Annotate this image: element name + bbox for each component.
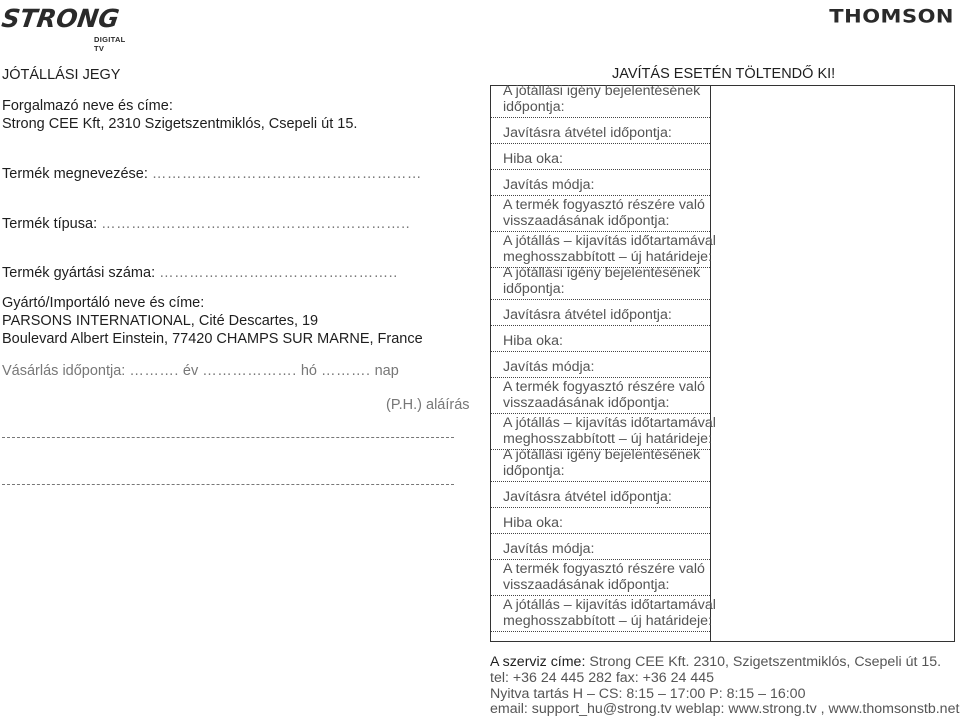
strong-logo-subtitle: DIGITAL TV <box>94 35 126 53</box>
distributor-label: Forgalmazó neve és címe: <box>2 98 173 114</box>
manufacturer-line-1: PARSONS INTERNATIONAL, Cité Descartes, 19 <box>2 313 319 329</box>
strong-logo <box>0 4 134 53</box>
product-name-field <box>2 165 422 183</box>
warranty-title: JÓTÁLLÁSI JEGY <box>2 67 121 83</box>
serial-number-label: Termék gyártási száma: <box>2 265 156 281</box>
repair-log-row <box>491 508 710 534</box>
purchase-day-label: nap <box>374 363 399 379</box>
repair-log-row-label: Hiba oka: <box>503 150 563 167</box>
repair-log-row-label: A jótállás – kijavítás időtartamával meghosszabbított – új határideje: <box>503 415 716 447</box>
repair-log-row <box>491 170 710 196</box>
repair-log-row <box>491 352 710 378</box>
repair-log-row-label: A termék fogyasztó részére való visszaadásának időpontja: <box>503 197 705 229</box>
repair-log-row <box>491 83 710 118</box>
service-contact-line: email: support_hu@strong.tv weblap: www.strong.tv , www.thomsonstb.net <box>490 701 960 718</box>
distributor-value: Strong CEE Kft, 2310 Szigetszentmiklós, Csepeli út 15. <box>2 116 358 132</box>
service-address-line <box>490 655 959 671</box>
repair-log-row <box>491 232 716 268</box>
repair-log-row-label: A jótállás – kijavítás időtartamával meghosszabbított – új határideje: <box>503 597 716 629</box>
repair-log-row-label: A jótállási igény bejelentésének időpontja: <box>503 83 701 115</box>
repair-log-row-label: Hiba oka: <box>503 332 563 349</box>
strong-logo-text: STRONG <box>0 4 122 33</box>
repair-log-column-divider <box>710 85 711 642</box>
repair-log-row <box>491 265 710 300</box>
repair-log-row-label: A jótállási igény bejelentésének időpontja: <box>503 265 701 297</box>
repair-log-row-label: Javítás módja: <box>503 358 595 375</box>
repair-log-row-label: Javítás módja: <box>503 176 595 193</box>
purchase-date-field <box>2 362 399 380</box>
service-address-value: Strong CEE Kft. 2310, Szigetszentmiklós, Csepeli út 15. <box>589 654 942 670</box>
repair-log-row <box>491 378 710 414</box>
repair-log-row-label: A termék fogyasztó részére való visszaadásának időpontja: <box>503 561 705 593</box>
repair-log-row <box>491 300 710 326</box>
repair-log-row <box>491 196 710 232</box>
service-address-label: A szerviz címe: <box>490 654 586 670</box>
product-type-field <box>2 215 410 233</box>
thomson-logo: THOMSON <box>829 6 954 28</box>
service-phone-line: tel: +36 24 445 282 fax: +36 24 445 <box>490 669 715 686</box>
purchase-month-dots: ………………. <box>202 363 297 379</box>
signature-label: (P.H.) aláírás <box>386 397 470 413</box>
manufacturer-label: Gyártó/Importáló neve és címe: <box>2 295 205 311</box>
repair-log-row-label: Javítás módja: <box>503 540 595 557</box>
repair-section-title: JAVÍTÁS ESETÉN TÖLTENDŐ KI! <box>612 66 836 82</box>
repair-log-row <box>491 144 710 170</box>
manufacturer-line-2: Boulevard Albert Einstein, 77420 CHAMPS SUR MARNE, France <box>2 331 423 347</box>
service-info <box>490 655 959 718</box>
service-hours-line: Nyitva tartás H – CS: 8:15 – 17:00 P: 8:15 – 16:00 <box>490 685 806 702</box>
serial-number-dots: ………………….…………………….. <box>159 265 398 281</box>
repair-log-row-label: A jótállás – kijavítás időtartamával meghosszabbított – új határideje: <box>503 233 716 265</box>
repair-log-row <box>491 447 710 482</box>
purchase-month-label: hó <box>300 363 317 379</box>
repair-log-row <box>491 326 710 352</box>
purchase-year-label: év <box>182 363 199 379</box>
product-type-dots: …………………………………………………….. <box>101 216 411 232</box>
repair-log-row-label: Hiba oka: <box>503 514 563 531</box>
repair-log-row <box>491 482 710 508</box>
repair-log-row <box>491 118 710 144</box>
repair-log-row-label: A jótállási igény bejelentésének időpontja: <box>503 447 701 479</box>
repair-log-row <box>491 596 716 632</box>
product-name-dots: ……………………………………………… <box>151 166 422 182</box>
repair-log-row-label: A termék fogyasztó részére való visszaadásának időpontja: <box>503 379 705 411</box>
purchase-day-dots: ………. <box>321 363 371 379</box>
repair-log-row-label: Javításra átvétel időpontja: <box>503 124 672 141</box>
repair-log-row <box>491 560 710 596</box>
purchase-date-label: Vásárlás időpontja: <box>2 363 126 379</box>
dashed-cut-line-2 <box>2 484 454 485</box>
product-name-label: Termék megnevezése: <box>2 166 148 182</box>
repair-log-row-label: Javításra átvétel időpontja: <box>503 306 672 323</box>
serial-number-field <box>2 264 398 282</box>
repair-log-row-label: Javításra átvétel időpontja: <box>503 488 672 505</box>
repair-log-row <box>491 414 716 450</box>
repair-log-row <box>491 534 710 560</box>
purchase-year-dots: ………. <box>129 363 179 379</box>
dashed-cut-line-1 <box>2 437 454 438</box>
product-type-label: Termék típusa: <box>2 216 98 232</box>
